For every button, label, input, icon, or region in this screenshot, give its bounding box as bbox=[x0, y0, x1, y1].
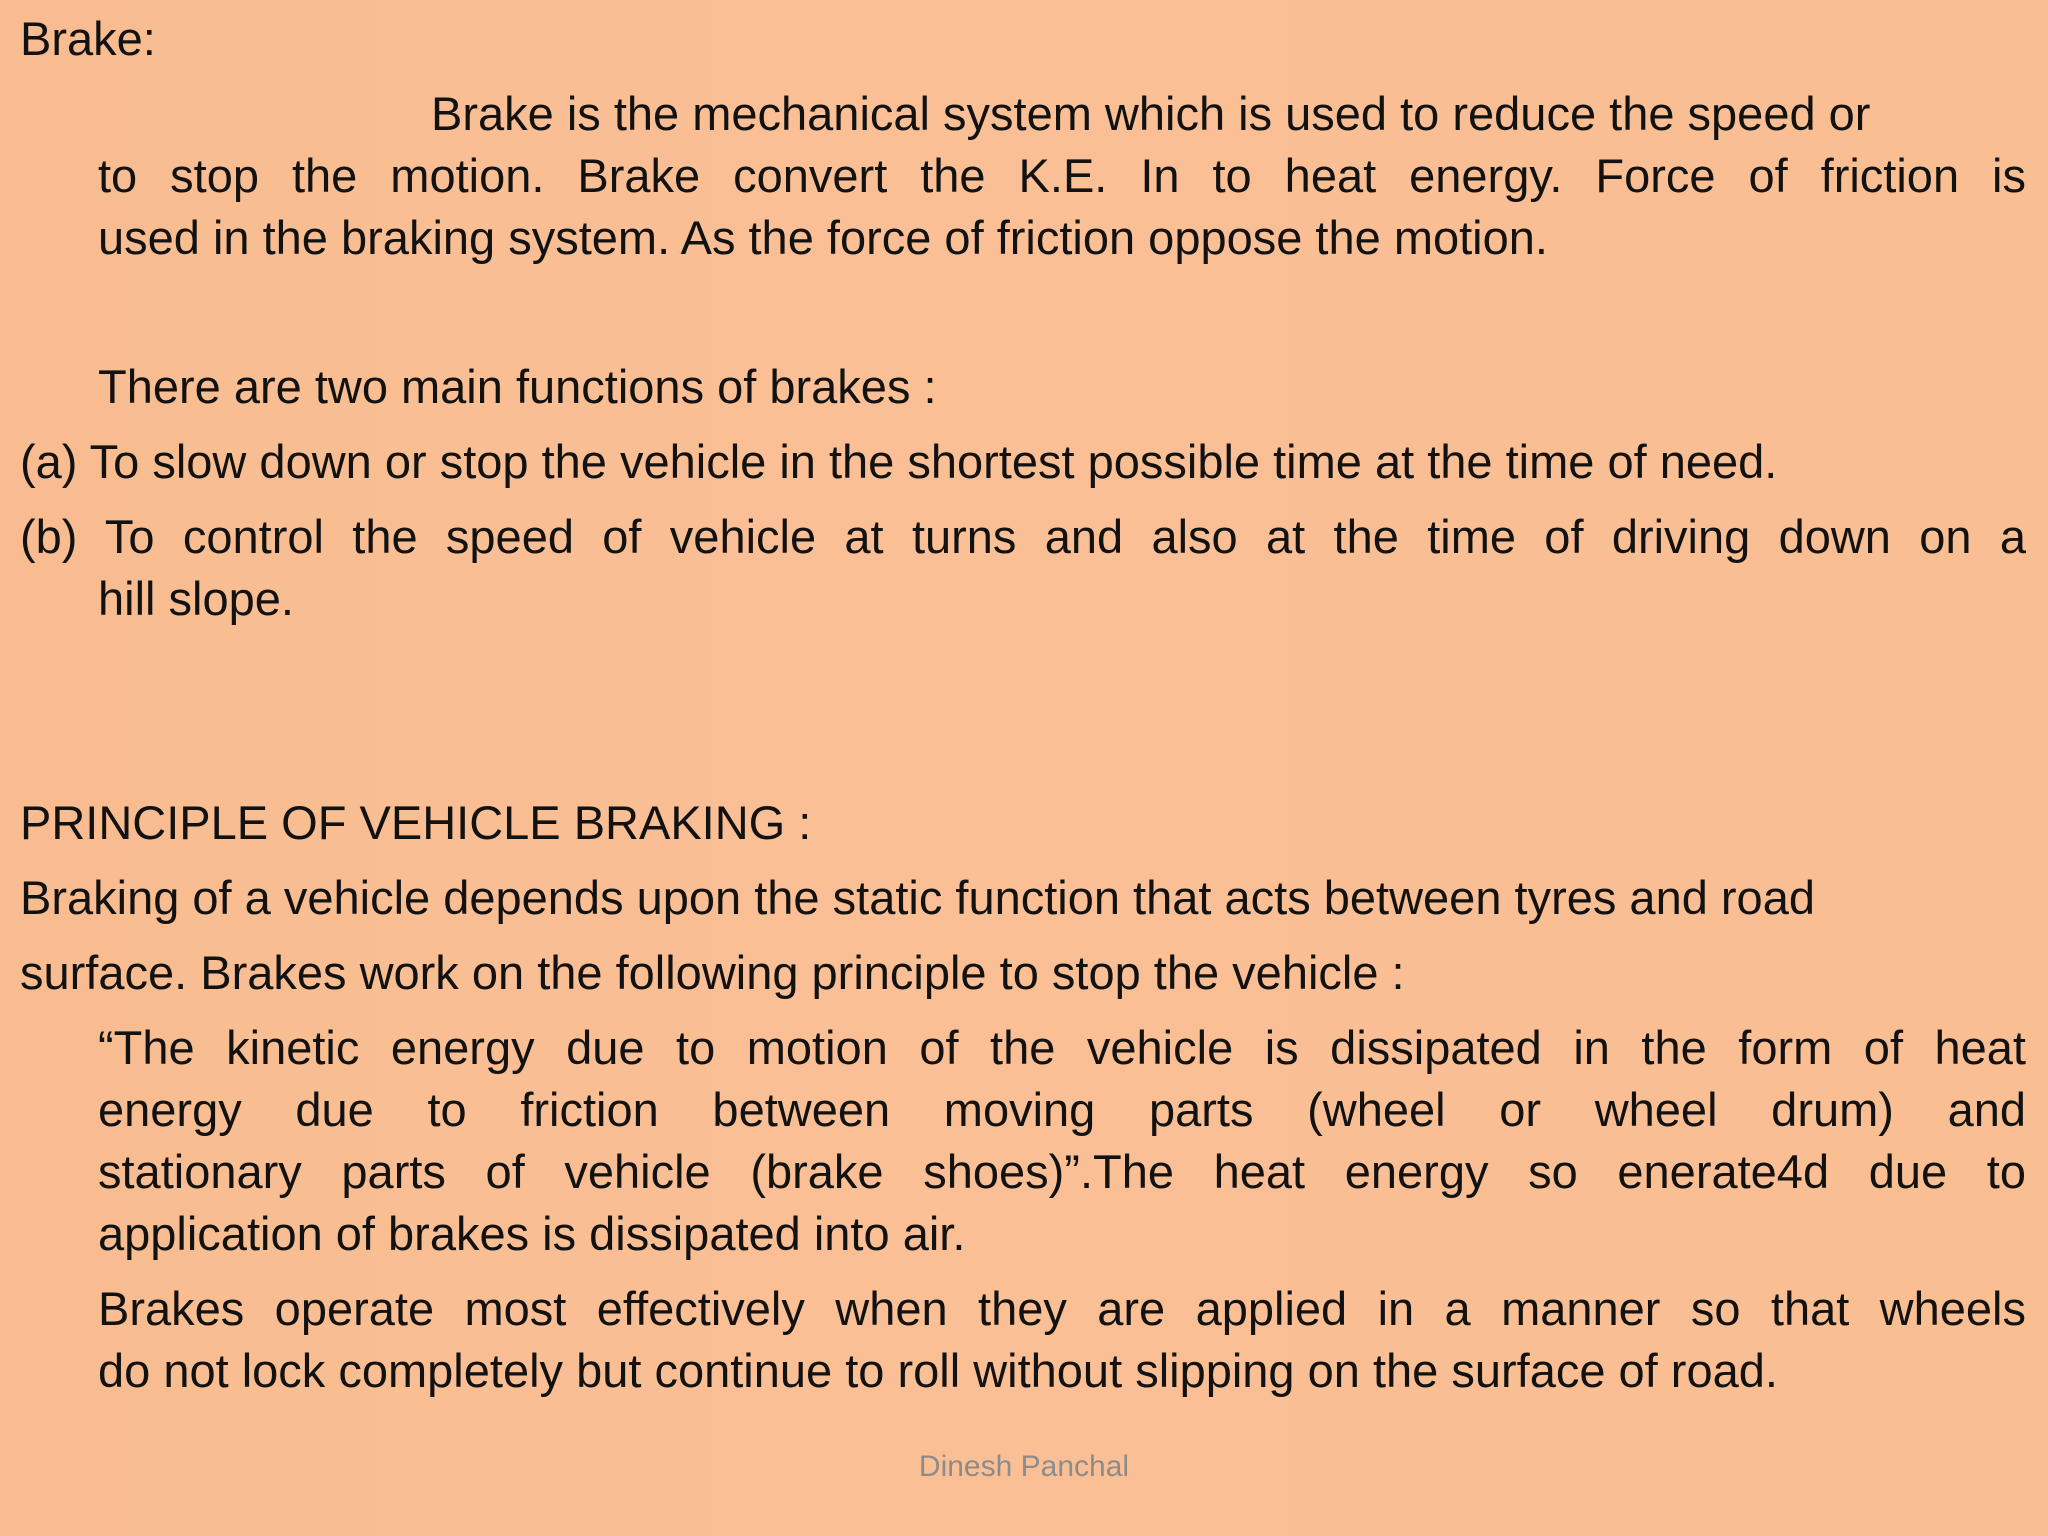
function-item-b-line-2: hill slope. bbox=[98, 572, 294, 625]
definition-line-1: Brake is the mechanical system which is used to reduce the speed or bbox=[431, 87, 1871, 140]
principle-line-1: Braking of a vehicle depends upon the static function that acts between tyres and road bbox=[20, 871, 1815, 924]
effective-line-1: Brakes operate most effectively when they are applied in a manner so that wheels bbox=[98, 1282, 2026, 1335]
footer-author: Dinesh Panchal bbox=[918, 1450, 1130, 1483]
function-item-b-line-1: (b) To control the speed of vehicle at turns and also at the time of driving down on a bbox=[20, 510, 2026, 563]
functions-intro: There are two main functions of brakes : bbox=[98, 360, 937, 413]
function-item-a: (a) To slow down or stop the vehicle in the shortest possible time at the time of need. bbox=[20, 435, 1778, 488]
quote-line-4: application of brakes is dissipated into air. bbox=[98, 1207, 966, 1260]
definition-line-3: used in the braking system. As the force of friction oppose the motion. bbox=[98, 211, 1548, 264]
quote-line-1: “The kinetic energy due to motion of the vehicle is dissipated in the form of heat bbox=[98, 1021, 2026, 1074]
quote-line-2: energy due to friction between moving parts (wheel or wheel drum) and bbox=[98, 1083, 2026, 1136]
quote-line-3: stationary parts of vehicle (brake shoes)”.The heat energy so enerate4d due to bbox=[98, 1145, 2026, 1198]
principle-line-2: surface. Brakes work on the following principle to stop the vehicle : bbox=[20, 946, 1405, 999]
principle-heading: PRINCIPLE OF VEHICLE BRAKING : bbox=[20, 796, 812, 849]
definition-line-2: to stop the motion. Brake convert the K.E. In to heat energy. Force of friction is bbox=[98, 149, 2026, 202]
effective-line-2: do not lock completely but continue to roll without slipping on the surface of road. bbox=[98, 1344, 1778, 1397]
heading-brake: Brake: bbox=[20, 12, 156, 65]
